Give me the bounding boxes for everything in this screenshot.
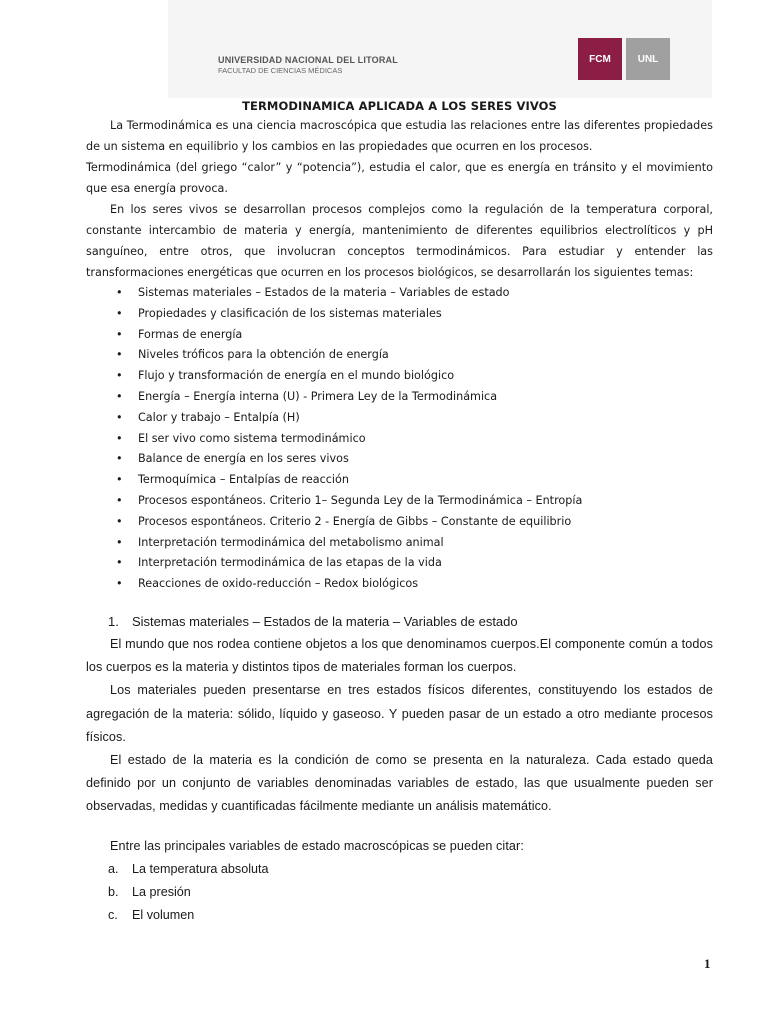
- document-body: [86, 98, 713, 927]
- list-item: • Balance de energía en los seres vivos: [86, 449, 713, 470]
- document-title: TERMODINAMICA APLICADA A LOS SERES VIVOS: [242, 99, 557, 113]
- bullet-icon: •: [116, 327, 123, 341]
- list-item: • Procesos espontáneos. Criterio 1– Segunda Ley de la Termodinámica – Entropía: [86, 491, 713, 512]
- bullet-icon: •: [116, 369, 123, 383]
- section-1: [86, 611, 713, 927]
- unl-logo: UNL: [626, 38, 670, 80]
- list-item: • Flujo y transformación de energía en el mundo biológico: [86, 366, 713, 387]
- intro-paragraph-2: Termodinámica (del griego “calor” y “potencia”), estudia el calor, que es energía en tránsito y el movimiento que esa energía provoca.: [86, 161, 713, 195]
- bullet-icon: •: [116, 514, 123, 528]
- list-item: • Formas de energía: [86, 325, 713, 346]
- section-title: Sistemas materiales – Estados de la materia – Variables de estado: [132, 613, 518, 629]
- list-item: • Interpretación termodinámica del metabolismo animal: [86, 533, 713, 554]
- term-variables-de-estado: variables de estado: [397, 776, 515, 791]
- list-item: • Reacciones de oxido-reducción – Redox biológicos: [86, 574, 713, 595]
- spacer: [86, 819, 713, 835]
- bullet-icon: •: [116, 452, 123, 466]
- section-number: 1.: [108, 613, 119, 629]
- faculty-name: FACULTAD DE CIENCIAS MÉDICAS: [218, 66, 343, 75]
- bullet-icon: •: [116, 389, 123, 403]
- list-item: • Energía – Energía interna (U) - Primera Ley de la Termodinámica: [86, 387, 713, 408]
- intro-paragraph-1: La Termodinámica es una ciencia macroscópica que estudia las relaciones entre las diferentes propiedades de un sistema en equilibrio y los cambios en las propiedades que ocurren en los procesos.: [86, 119, 713, 153]
- bullet-icon: •: [116, 348, 123, 362]
- term-estado: estado: [127, 752, 167, 767]
- bullet-icon: •: [116, 577, 123, 591]
- section-paragraph-4: Entre las principales variables de estado macroscópicas se pueden citar:: [110, 838, 524, 853]
- topics-list: [86, 283, 713, 595]
- list-item: b. La presión: [108, 884, 191, 899]
- intro-paragraph-3: En los seres vivos se desarrollan procesos complejos como la regulación de la temperatura corporal, constante intercambio de materia y energía, mantenimiento de diferentes equilibrios electrolíticos y pH sanguíneo, entre otros, que involucran conceptos termodinámicos. Para estudiar y entender las transformaciones energéticas que ocurren en los procesos biológicos, se desarrollarán los siguientes temas:: [86, 203, 713, 279]
- term-condicion: condición: [294, 752, 349, 767]
- fcm-logo: FCM: [578, 38, 622, 80]
- list-item: • Niveles tróficos para la obtención de energía: [86, 345, 713, 366]
- section-heading: [86, 611, 713, 633]
- bullet-icon: •: [116, 493, 123, 507]
- bullet-icon: •: [116, 286, 123, 299]
- list-item: a. La temperatura absoluta: [108, 861, 269, 876]
- section-paragraph-3: El estado de la materia es la condición de como se presenta en la naturaleza. Cada estado queda definido por un conjunto de variables denominadas variables de estado, las que usualmente pueden ser observadas, medidas y cuantificadas fácilmente mediante un análisis matemático.: [86, 752, 714, 814]
- section-paragraph-2: Los materiales pueden presentarse en tres estados físicos diferentes, constituyendo los estados de agregación de la materia: sólido, líquido y gaseoso. Y pueden pasar de un estado a otro mediante procesos físicos.: [86, 683, 713, 744]
- list-item: • El ser vivo como sistema termodinámico: [86, 429, 713, 450]
- bullet-icon: •: [116, 306, 123, 320]
- bullet-icon: •: [116, 556, 123, 570]
- state-variables-list: [86, 858, 713, 927]
- list-item: • Calor y trabajo – Entalpía (H): [86, 408, 713, 429]
- bullet-icon: •: [116, 535, 123, 549]
- bullet-icon: •: [116, 410, 123, 424]
- section-paragraph-1: El mundo que nos rodea contiene objetos a los que denominamos cuerpos.El componente común a todos los cuerpos es la materia y distintos tipos de materiales forman los cuerpos.: [86, 636, 713, 675]
- list-item: c. El volumen: [108, 907, 195, 922]
- list-item: • Sistemas materiales – Estados de la materia – Variables de estado: [86, 283, 713, 304]
- university-name: UNIVERSIDAD NACIONAL DEL LITORAL: [218, 55, 398, 65]
- term-naturaleza: naturaleza: [526, 752, 586, 767]
- page-number: 1: [704, 956, 711, 971]
- list-item: • Propiedades y clasificación de los sistemas materiales: [86, 304, 713, 325]
- bullet-icon: •: [116, 473, 123, 487]
- list-item: • Procesos espontáneos. Criterio 2 - Energía de Gibbs – Constante de equilibrio: [86, 512, 713, 533]
- bullet-icon: •: [116, 431, 123, 445]
- list-item: • Termoquímica – Entalpías de reacción: [86, 470, 713, 491]
- list-item: • Interpretación termodinámica de las etapas de la vida: [86, 553, 713, 574]
